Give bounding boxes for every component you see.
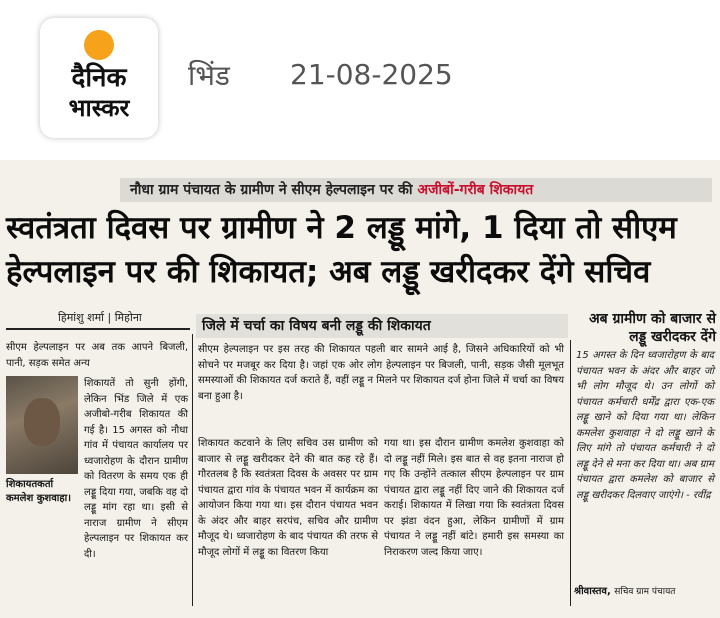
kicker-text: नौधा ग्राम पंचायत के ग्रामीण ने सीएम हेल्पलाइन पर की — [130, 182, 418, 198]
dainik-bhaskar-logo — [40, 18, 158, 138]
col3-body: गया था। इस दौरान ग्रामीण कमलेश कुशवाहा को दो लड्डू नहीं मिले। इस बात से वह इतना नाराज हो गए कि उन्होंने तत्काल सीएम हेल्पलाइन पर ग्राम पंचायत द्वारा लड्डू नहीं दिए जाने की शिकायत दर्ज कराई। शिकायत में लिखा गया कि स्वतंत्रता दिवस पर झंडा वंदन हुआ, लेकिन ग्रामीणों में ग्राम पंचायत ने लड्डू नहीं बांटे। हमारी इस समस्या का निराकरण जल्द किया जाए। — [384, 438, 564, 558]
col1-intro: सीएम हेल्पलाइन पर अब तक आपने बिजली, पानी, सड़क समेत अन्य — [6, 342, 188, 369]
logo-line1: दैनिक — [71, 63, 127, 93]
column-divider-2 — [570, 340, 571, 606]
byline-rule — [6, 328, 190, 330]
complainant-photo — [6, 376, 78, 474]
post-header — [0, 0, 720, 160]
headline: स्वतंत्रता दिवस पर ग्रामीण ने 2 लड्डू मांगे, 1 दिया तो सीएम हेल्पलाइन पर की शिकायत; अब लड्डू खरीदकर देंगे सचिव — [6, 210, 677, 290]
side-heading: अब ग्रामीण को बाजार से लड्डू खरीदकर देंगे — [588, 311, 716, 345]
face-shape — [24, 398, 60, 446]
signature — [574, 585, 714, 599]
sign-name: श्रीवास्तव, — [574, 586, 611, 597]
col1-body: शिकायतें तो सुनी होंगी, लेकिन भिंड जिले में एक अजीबो-गरीब शिकायत की गई है। 15 अगस्त को नौधा गांव में पंचायत कार्यालय पर ध्वजारोहण के दौरान ग्रामीण को वितरण के समय एक ही लड्डू दिया गया, जबकि वह दो लड्डू मांग रहा था। इसी से नाराज ग्रामीण ने सीएम हेल्पलाइन पर शिकायत कर दी। — [84, 378, 188, 560]
byline: हिमांशु शर्मा | मिहोना — [58, 311, 142, 324]
subheading: जिले में चर्चा का विषय बनी लड्डू की शिकायत — [196, 314, 568, 338]
col2-intro: सीएम हेल्पलाइन पर इस तरह की शिकायत पहली बार सामने आई है, जिसने अधिकारियों को भी सोचने पर मजबूर कर दिया है। जहां एक ओर लोग हेल्पलाइन पर बिजली, पानी, सड़क जैसी मूलभूत समस्याओं की शिकायत दर्ज कराते हैं, वहीं लड्डू न मिलने पर शिकायत दर्ज होना जिले में चर्चा का विषय बना हुआ है। — [198, 344, 564, 402]
sign-role: सचिव ग्राम पंचायत — [614, 587, 676, 597]
kicker-highlight: अजीबों-गरीब शिकायत — [417, 182, 534, 198]
kicker-strip — [120, 178, 712, 202]
side-body: 15 अगस्त के दिन ध्वजारोहण के बाद पंचायत भवन के अंदर और बाहर जो भी लोग मौजूद थे। उन लोगों को पंचायत कर्मचारी धर्मेंद्र द्वारा एक-एक लड्डू खाने को दिया गया था। लेकिन कमलेश कुशवाहा ने दो लड्डू खाने के लिए मांगे तो पंचायत कर्मचारी ने दो लड्डू देने से मना कर दिया था। अब ग्राम पंचायत द्वारा कमलेश को बाजार से लड्डू खरीदकर दिलवाए जाएंगे। - रवींद्र — [576, 350, 714, 501]
city-name: भिंड — [188, 59, 230, 92]
sun-icon — [84, 30, 114, 60]
column-divider-1 — [192, 334, 193, 606]
edition-date: 21-08-2025 — [290, 58, 453, 91]
logo-line2: भास्कर — [68, 94, 130, 122]
photo-caption: शिकायतकर्ता कमलेश कुशवाहा। — [6, 479, 72, 504]
col2-body: शिकायत कटवाने के लिए सचिव उस ग्रामीण को बाजार से लड्डू खरीदकर देने की बात कह रहे हैं। गौरतलब है कि स्वतंत्रता दिवस के अवसर पर ग्राम पंचायत द्वारा गांव के पंचायत भवन में कार्यक्रम का आयोजन किया गया था। इस दौरान पंचायत भवन के अंदर और बाहर सरपंच, सचिव और ग्रामीण मौजूद थे। ध्वजारोहण के बाद पंचायत की तरफ से मौजूद लोगों में लड्डू का वितरण किया — [198, 438, 378, 558]
